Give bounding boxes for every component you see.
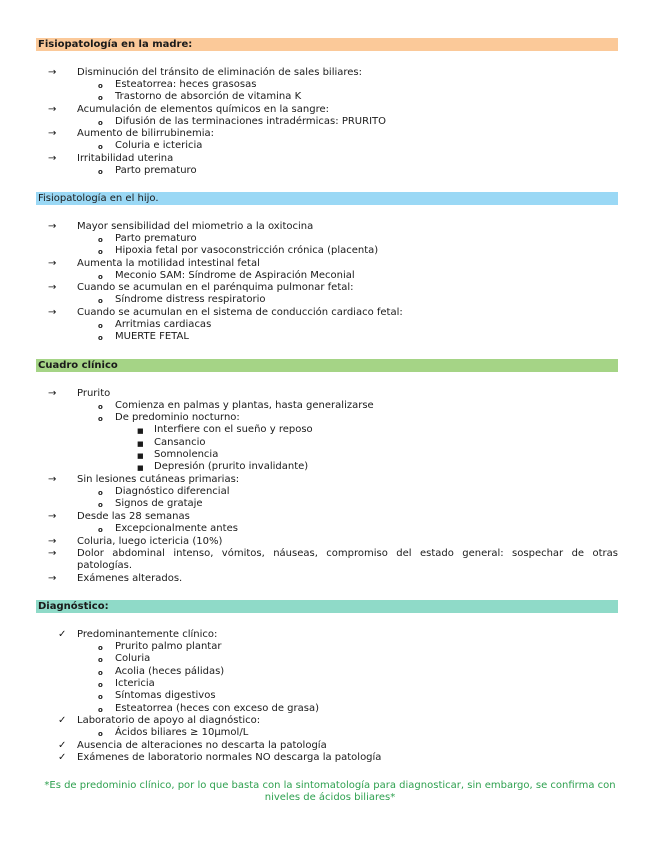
check-icon: ✓ (58, 629, 67, 640)
circle-bullet-icon: o (98, 644, 103, 652)
circle-bullet-icon: o (98, 415, 103, 423)
arrow-icon: → (48, 104, 57, 115)
arrow-icon: → (48, 388, 57, 399)
arrow-icon: → (48, 474, 57, 485)
square-bullet-icon: ■ (137, 452, 144, 460)
square-bullet-icon: ■ (137, 440, 144, 448)
circle-bullet-icon: o (98, 489, 103, 497)
circle-bullet-icon: o (98, 403, 103, 411)
circle-bullet-icon: o (98, 669, 103, 677)
arrow-icon: → (48, 573, 57, 584)
arrow-icon: → (48, 221, 57, 232)
circle-bullet-icon: o (98, 322, 103, 330)
section-header-hijo: Fisiopatología en el hijo. (36, 192, 618, 205)
circle-bullet-icon: o (98, 334, 103, 342)
list-item: → Dolor abdominal intenso, vómitos, náuseas, compromiso del estado general: sospechar de otras patologías. (48, 548, 618, 571)
circle-bullet-icon: o (98, 501, 103, 509)
footnote: *Es de predominio clínico, por lo que basta con la sintomatología para diagnosticar, sin embargo, se confirma con niveles de ácidos biliares* (44, 780, 616, 803)
circle-bullet-icon: o (98, 168, 103, 176)
section-header-cuadro-clinico: Cuadro clínico (36, 359, 618, 372)
check-icon: ✓ (58, 715, 67, 726)
arrow-icon: → (48, 282, 57, 293)
arrow-icon: → (48, 153, 57, 164)
arrow-icon: → (48, 128, 57, 139)
check-icon: ✓ (58, 752, 67, 763)
circle-bullet-icon: o (98, 526, 103, 534)
circle-bullet-icon: o (98, 730, 103, 738)
square-bullet-icon: ■ (137, 427, 144, 435)
circle-bullet-icon: o (98, 297, 103, 305)
check-icon: ✓ (58, 740, 67, 751)
circle-bullet-icon: o (98, 681, 103, 689)
circle-bullet-icon: o (98, 273, 103, 281)
circle-bullet-icon: o (98, 94, 103, 102)
circle-bullet-icon: o (98, 656, 103, 664)
circle-bullet-icon: o (98, 706, 103, 714)
arrow-icon: → (48, 511, 57, 522)
arrow-icon: → (48, 307, 57, 318)
arrow-icon: → (48, 536, 57, 547)
arrow-icon: → (48, 548, 57, 559)
circle-bullet-icon: o (98, 143, 103, 151)
square-bullet-icon: ■ (137, 464, 144, 472)
circle-bullet-icon: o (98, 82, 103, 90)
arrow-icon: → (48, 67, 57, 78)
circle-bullet-icon: o (98, 693, 103, 701)
circle-bullet-icon: o (98, 119, 103, 127)
document-page: Fisiopatología en la madre: → Disminución del tránsito de eliminación de sales biliares: o Esteatorrea: heces grasosas o Trastorno de absorción de vitamina K → Acumulación de elementos químicos en la sangre: o Difusión de las terminaciones intradérmicas: PRURITO → Aumento de bilirrubinemia: o Coluria e ictericia → Irritabilidad uterina o Parto prematuro Fisiopatología en el hijo. → Mayor sensibilidad del miometrio a la oxitocina o Parto prematuro o Hipoxia fetal por vasoconstricción crónica (placenta) → Aumenta la motilidad intestinal fetal o Meconio SAM: Síndrome de Aspiración Meconial → Cuando se acumulan en el parénquima pulmonar fetal: o Síndrome distress respiratorio → Cuando se acumulan en el sistema de conducción cardiaco fetal: o Arritmias cardiacas o MUERTE FETAL Cuadro clínico → Prurito o Comienza en palmas y plantas, hasta generalizarse o De predominio nocturno: ■ Interfiere con el sueño y reposo ■ Cansancio ■ Somnolencia ■ Depresión (prurito invalidante) → Sin lesiones cutáneas primarias: o Diagnóstico diferencial o Signos de grataje → Desde las 28 semanas o Excepcionalmente antes → Coluria, luego ictericia (10%) → Dolor abdominal intenso, vómitos, náuseas, compromiso del estado general: sospechar de otras patologías. → Exámenes alterados. Diagnóstico: ✓ Predominantemente clínico: o Prurito palmo plantar o Coluria o Acolia (heces pálidas) o Ictericia o Síntomas digestivos o Esteatorrea (heces con exceso de grasa) ✓ Laboratorio de apoyo al diagnóstico: o Ácidos biliares ≥ 10µmol/L ✓ Ausencia de alteraciones no descarta la patología ✓ Exámenes de laboratorio normales NO descarga la patología *Es de predominio clínico, por lo que basta con la sintomatología para diagnosticar, sin embargo, se confirma con niveles de ácidos biliares* (38, 39, 618, 803)
arrow-icon: → (48, 258, 57, 269)
section-header-madre: Fisiopatología en la madre: (36, 38, 618, 51)
circle-bullet-icon: o (98, 236, 103, 244)
section-header-diagnostico: Diagnóstico: (36, 600, 618, 613)
circle-bullet-icon: o (98, 248, 103, 256)
